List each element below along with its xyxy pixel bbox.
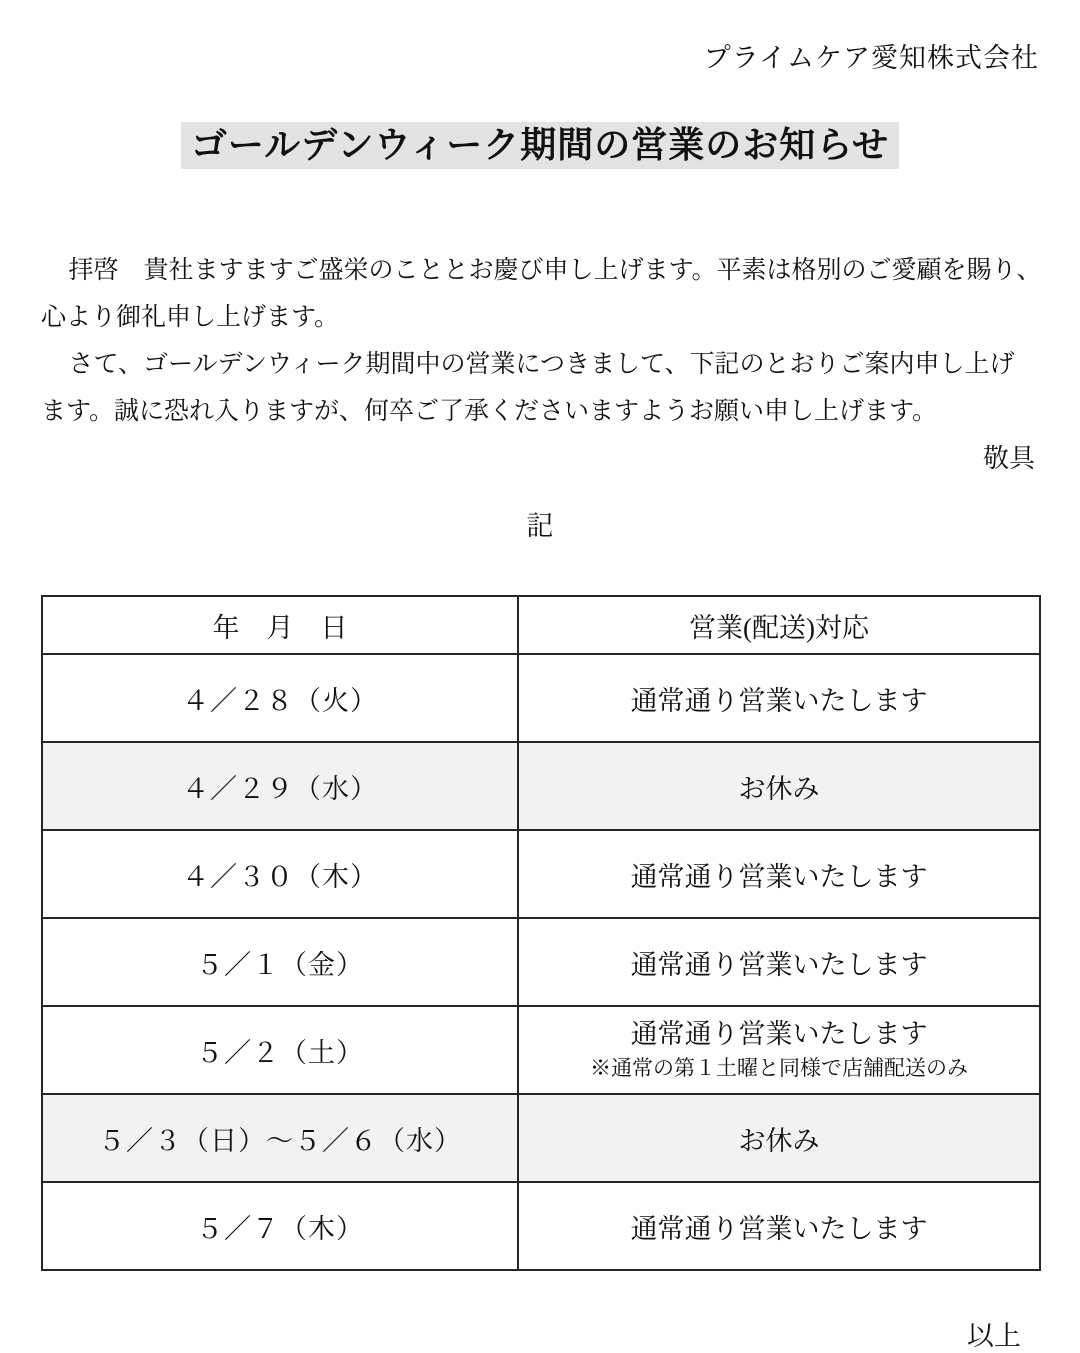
status-cell: お休み (518, 1094, 1040, 1182)
letter-body (41, 247, 1042, 435)
end-marker: 以上 (967, 1321, 1021, 1351)
status-text: 通常通り営業いたします (630, 1019, 928, 1049)
status-note: ※通常の第１土曜と同様で店舗配送のみ (590, 1056, 968, 1080)
record-marker: 記 (526, 511, 554, 541)
closing-word: 敬具 (982, 444, 1035, 473)
status-cell: 通常通り営業いたします (518, 654, 1040, 742)
table-row (42, 1182, 1040, 1270)
page-title: ゴールデンウィーク期間の営業のお知らせ (181, 122, 899, 169)
date-cell: ４／３０（木） (42, 830, 518, 918)
table-header-row (42, 596, 1040, 654)
table-row (42, 1006, 1040, 1094)
status-cell: 通常通り営業いたします (518, 1182, 1040, 1270)
title-row (41, 122, 1039, 169)
paragraph-2-line-1: さて、ゴールデンウィーク期間中の営業につきまして、下記のとおりご案内申し上げ (68, 351, 1015, 378)
date-cell: ５／１（金） (42, 918, 518, 1006)
paragraph-2-line-2: ます。誠に恐れ入りますが、何卒ご了承くださいますようお願い申し上げます。 (41, 398, 938, 425)
header-status: 営業(配送)対応 (518, 596, 1040, 654)
paragraph-1-line-1: 拝啓 貴社ますますご盛栄のこととお慶び申し上げます。平素は格別のご愛顧を賜り、 (68, 257, 1042, 284)
date-cell: ５／２（土） (42, 1006, 518, 1094)
company-name: プライムケア愛知株式会社 (703, 43, 1039, 73)
date-cell: ５／７（木） (42, 1182, 518, 1270)
table-row (42, 830, 1040, 918)
status-cell: お休み (518, 742, 1040, 830)
table-row (42, 742, 1040, 830)
status-cell: 通常通り営業いたします (518, 918, 1040, 1006)
table-row (42, 918, 1040, 1006)
table-row (42, 654, 1040, 742)
status-cell: 通常通り営業いたします (518, 830, 1040, 918)
date-cell: ４／２９（水） (42, 742, 518, 830)
paragraph-1-line-2: 心より御礼申し上げます。 (41, 304, 340, 331)
status-cell (518, 1006, 1040, 1094)
date-cell: ４／２８（火） (42, 654, 518, 742)
schedule-table (41, 595, 1041, 1271)
header-date: 年 月 日 (42, 596, 518, 654)
table-row (42, 1094, 1040, 1182)
date-cell: ５／３（日）～５／６（水） (42, 1094, 518, 1182)
